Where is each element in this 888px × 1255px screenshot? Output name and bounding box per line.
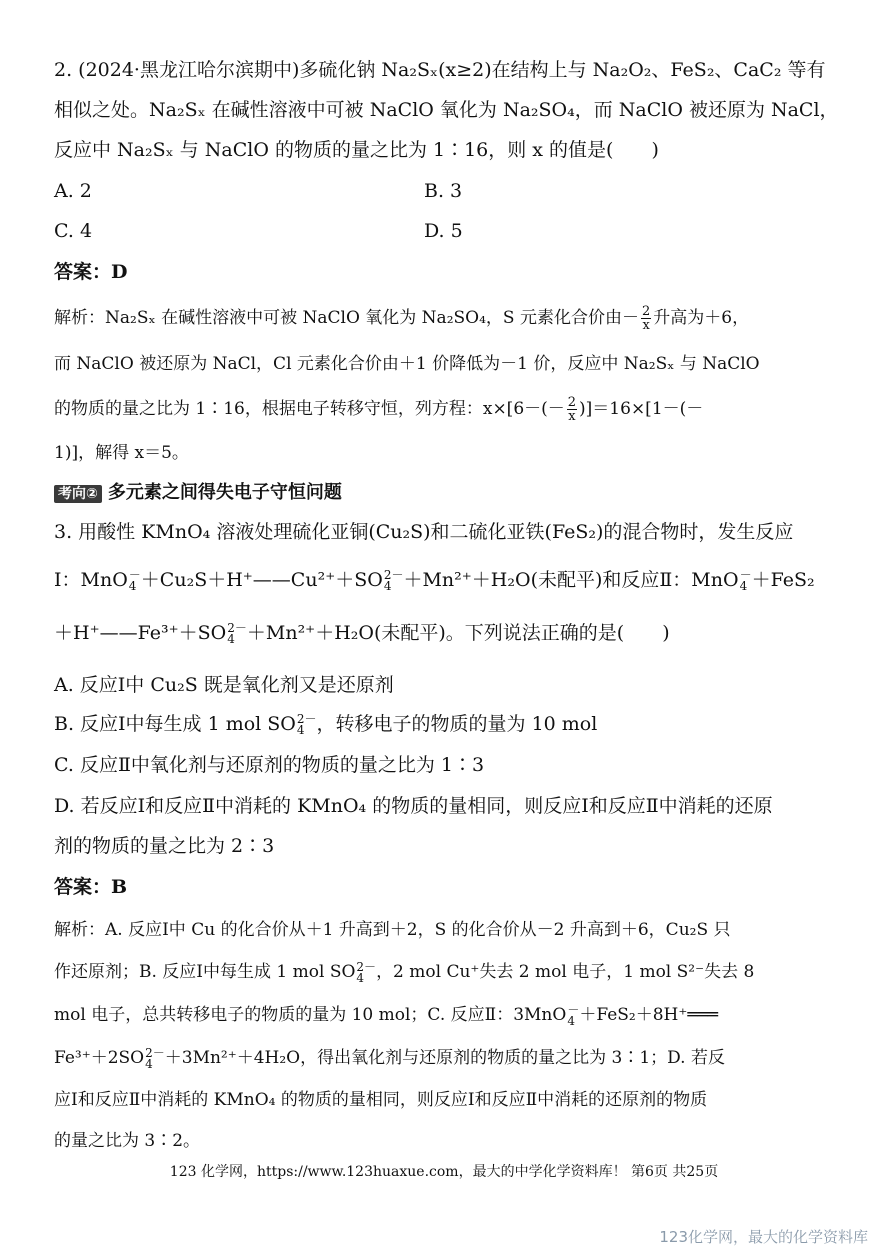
ion-so4-scripts xyxy=(356,959,377,985)
ion-sup: 2－ xyxy=(227,621,247,635)
q3-answer: 答案：B xyxy=(54,876,128,898)
ion-sub: 4 xyxy=(128,579,137,593)
ion-mno4-scripts xyxy=(129,570,141,592)
q2-options-row-1 xyxy=(54,179,834,203)
q3-text-2a: Ⅰ：MnO xyxy=(54,569,128,591)
ion-sub: 4 xyxy=(145,1056,153,1071)
ion-mno4-scripts xyxy=(567,1002,580,1028)
fraction-numerator: 2 xyxy=(641,304,651,319)
q2-exp-text-3b: )]＝16×[1－(－ xyxy=(579,399,704,419)
q3-explanation-line-6: 的量之比为 3∶2。 xyxy=(54,1131,201,1151)
ion-so4-scripts xyxy=(227,623,247,645)
section-tag: 考向② xyxy=(54,485,102,503)
ion-sub: 4 xyxy=(739,579,748,593)
fraction-numerator: 2 xyxy=(567,395,577,410)
fraction-denominator: x xyxy=(642,318,650,333)
q2-option-d: D. 5 xyxy=(424,220,463,242)
q2-stem-line-3: 反应中 Na₂Sₓ 与 NaClO 的物质的量之比为 1∶16，则 x 的值是( ) xyxy=(54,139,659,161)
q2-explanation-line-4: 1)]，解得 x＝5。 xyxy=(54,443,189,463)
q3-option-b-text-a: B. 反应Ⅰ中每生成 1 mol SO xyxy=(54,713,296,735)
q3-text-2d: ＋FeS₂ xyxy=(751,569,815,591)
q2-option-b: B. 3 xyxy=(424,180,463,202)
ion-sub: 4 xyxy=(356,970,365,985)
q2-options-row-2 xyxy=(54,219,834,243)
q3-text-2c: ＋Mn²⁺＋H₂O(未配平)和反应Ⅱ：MnO xyxy=(403,569,739,591)
q3-stem-line-2 xyxy=(54,568,815,592)
ion-sup: 2－ xyxy=(356,959,377,974)
q2-explanation-line-2: 而 NaClO 被还原为 NaCl，Cl 元素化合价由＋1 价降低为－1 价，反应中 Na₂Sₓ 与 NaClO xyxy=(54,354,760,374)
ion-sub: 4 xyxy=(296,723,305,737)
q3-option-a: A. 反应Ⅰ中 Cu₂S 既是氧化剂又是还原剂 xyxy=(54,674,394,696)
q2-option-c: C. 4 xyxy=(54,220,93,242)
section-title: 多元素之间得失电子守恒问题 xyxy=(107,482,342,503)
ion-sup: 2－ xyxy=(145,1045,165,1060)
q3-stem-line-3 xyxy=(54,621,670,645)
q3-explanation-line-3 xyxy=(54,1003,718,1027)
q3-explanation-line-1: 解析：A. 反应Ⅰ中 Cu 的化合价从＋1 升高到＋2，S 的化合价从－2 升高到＋6，Cu₂S 只 xyxy=(54,920,731,940)
section-heading xyxy=(54,480,342,505)
q3-text-2b: ＋Cu₂S＋H⁺——Cu²⁺＋SO xyxy=(140,569,383,591)
q2-answer: 答案：D xyxy=(54,261,128,283)
fraction-2-over-x xyxy=(641,305,651,332)
ion-sup: 2－ xyxy=(383,568,404,582)
q3-exp-text-4a: Fe³⁺＋2SO xyxy=(54,1048,145,1068)
q3-explanation-line-4 xyxy=(54,1046,725,1070)
page-footer: 123 化学网，https://www.123huaxue.com，最大的中学化学资料库！ 第6页 共25页 xyxy=(169,1164,719,1180)
q3-exp-text-2b: ，2 mol Cu⁺失去 2 mol 电子，1 mol S²⁻失去 8 xyxy=(376,962,755,982)
q2-exp-text-3a: 的物质的量之比为 1∶16，根据电子转移守恒，列方程：x×[6－(－ xyxy=(54,399,565,419)
q2-exp-text-1a: 解析：Na₂Sₓ 在碱性溶液中可被 NaClO 氧化为 Na₂SO₄，S 元素化合价由－ xyxy=(54,308,639,328)
ion-so4-scripts xyxy=(297,714,317,736)
q2-explanation-line-1 xyxy=(54,305,749,332)
q3-text-3a: ＋H⁺——Fe³⁺＋SO xyxy=(54,622,227,644)
ion-so4-scripts xyxy=(145,1045,165,1071)
ion-sup: － xyxy=(567,1002,580,1017)
q3-explanation-line-2 xyxy=(54,960,754,984)
q3-exp-text-2a: 作还原剂；B. 反应Ⅰ中每生成 1 mol SO xyxy=(54,962,356,982)
ion-sup: 2－ xyxy=(296,712,317,726)
q3-option-d-line-2: 剂的物质的量之比为 2∶3 xyxy=(54,835,275,857)
q2-stem-line-1: 2. (2024·黑龙江哈尔滨期中)多硫化钠 Na₂Sₓ(x≥2)在结构上与 Na₂O₂、FeS₂、CaC₂ 等有 xyxy=(54,59,826,81)
q3-text-3b: ＋Mn²⁺＋H₂O(未配平)。下列说法正确的是( ) xyxy=(246,622,670,644)
ion-sub: 4 xyxy=(383,579,392,593)
ion-sup: － xyxy=(128,568,141,582)
q3-option-b xyxy=(54,712,597,736)
q3-explanation-line-5: 应Ⅰ和反应Ⅱ中消耗的 KMnO₄ 的物质的量相同，则反应Ⅰ和反应Ⅱ中消耗的还原剂的物质 xyxy=(54,1090,708,1110)
q3-stem-line-1: 3. 用酸性 KMnO₄ 溶液处理硫化亚铜(Cu₂S)和二硫化亚铁(FeS₂)的混合物时，发生反应 xyxy=(54,521,794,543)
q3-option-b-text-b: ，转移电子的物质的量为 10 mol xyxy=(316,713,598,735)
q2-option-a: A. 2 xyxy=(54,180,92,202)
fraction-denominator: x xyxy=(568,409,576,424)
ion-mno4-scripts xyxy=(740,570,752,592)
ion-sub: 4 xyxy=(567,1013,575,1028)
q2-stem-line-2: 相似之处。Na₂Sₓ 在碱性溶液中可被 NaClO 氧化为 Na₂SO₄，而 NaClO 被还原为 NaCl， xyxy=(54,99,839,121)
q3-exp-text-3b: ＋FeS₂＋8H⁺═══ xyxy=(579,1005,719,1025)
q3-option-d-line-1: D. 若反应Ⅰ和反应Ⅱ中消耗的 KMnO₄ 的物质的量相同，则反应Ⅰ和反应Ⅱ中消耗的还原 xyxy=(54,795,773,817)
ion-sub: 4 xyxy=(227,632,235,646)
q3-option-c: C. 反应Ⅱ中氧化剂与还原剂的物质的量之比为 1∶3 xyxy=(54,754,485,776)
ion-sup: － xyxy=(739,568,752,582)
fraction-2-over-x-b xyxy=(567,396,577,423)
q3-exp-text-3a: mol 电子，总共转移电子的物质的量为 10 mol；C. 反应Ⅱ：3MnO xyxy=(54,1005,567,1025)
q3-exp-text-4b: ＋3Mn²⁺＋4H₂O，得出氧化剂与还原剂的物质的量之比为 3∶1；D. 若反 xyxy=(164,1048,725,1068)
ion-so4-scripts xyxy=(384,570,404,592)
q2-explanation-line-3 xyxy=(54,396,703,423)
q2-exp-text-1b: 升高为＋6， xyxy=(653,308,750,328)
watermark: 123化学网，最大的化学资料库 xyxy=(659,1228,868,1246)
